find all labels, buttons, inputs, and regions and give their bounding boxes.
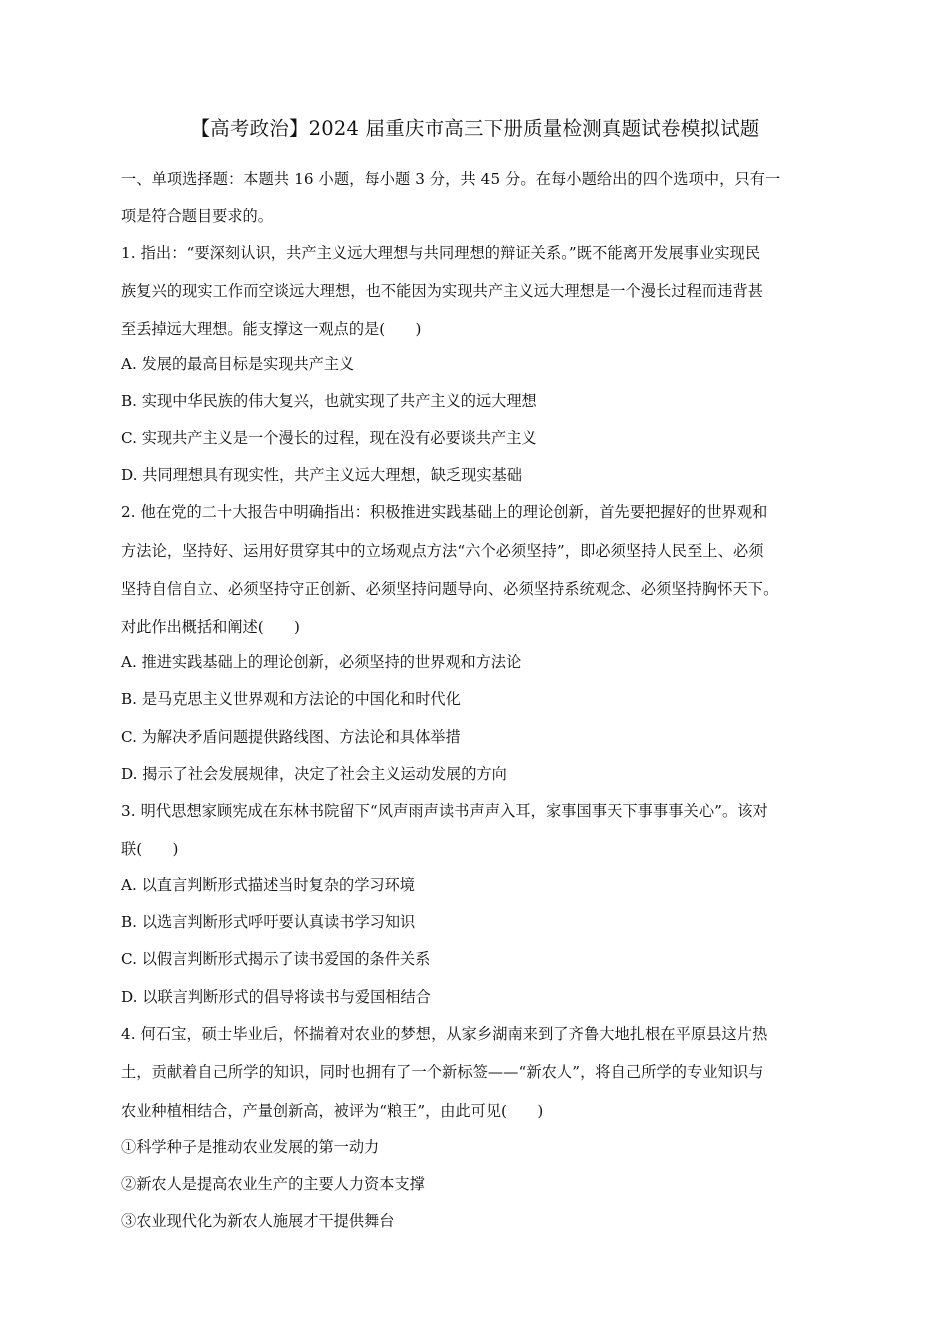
page-title: 【高考政治】2024 届重庆市高三下册质量检测真题试卷模拟试题 — [190, 117, 760, 140]
q3-option-a: A. 以直言判断形式描述当时复杂的学习环境 — [121, 876, 415, 894]
q1-option-c: C. 实现共产主义是一个漫长的过程，现在没有必要谈共产主义 — [121, 429, 537, 447]
q2-option-b: B. 是马克思主义世界观和方法论的中国化和时代化 — [121, 690, 461, 708]
q4-stem-line-2: 土，贡献着自己所学的知识，同时也拥有了一个新标签——“新农人”，将自己所学的专业知识与 — [121, 1063, 764, 1081]
q1-option-b: B. 实现中华民族的伟大复兴，也就实现了共产主义的远大理想 — [121, 392, 537, 410]
q2-option-c: C. 为解决矛盾问题提供路线图、方法论和具体举措 — [121, 728, 461, 746]
q1-stem-line-2: 族复兴的现实工作而空谈远大理想，也不能因为实现共产主义远大理想是一个漫长过程而违背甚 — [121, 282, 764, 300]
q3-option-b: B. 以选言判断形式呼吁要认真读书学习知识 — [121, 913, 416, 931]
q4-item-2: ②新农人是提高农业生产的主要人力资本支撑 — [121, 1175, 425, 1193]
section-instruction-line-1: 一、单项选择题：本题共 16 小题，每小题 3 分，共 45 分。在每小题给出的四个选项中，只有一 — [121, 170, 781, 188]
section-instruction-line-2: 项是符合题目要求的。 — [121, 207, 273, 225]
q3-option-c: C. 以假言判断形式揭示了读书爱国的条件关系 — [121, 950, 431, 968]
q1-option-a: A. 发展的最高目标是实现共产主义 — [121, 355, 355, 373]
q2-stem-line-4: 对此作出概括和阐述( ) — [121, 618, 300, 636]
q4-item-1: ①科学种子是推动农业发展的第一动力 — [121, 1138, 380, 1156]
q2-stem-line-2: 方法论，坚持好、运用好贯穿其中的立场观点方法“六个必须坚持”，即必须坚持人民至上、必须 — [121, 542, 764, 560]
q4-stem-line-3: 农业种植相结合，产量创新高，被评为“粮王”，由此可见( ) — [121, 1102, 544, 1120]
q1-option-d: D. 共同理想具有现实性，共产主义远大理想，缺乏现实基础 — [121, 466, 522, 484]
q2-stem-line-1: 2. 他在党的二十大报告中明确指出：积极推进实践基础上的理论创新，首先要把握好的世界观和 — [121, 503, 768, 521]
q4-item-3: ③农业现代化为新农人施展才干提供舞台 — [121, 1212, 395, 1230]
q3-stem-line-1: 3. 明代思想家顾宪成在东林书院留下“风声雨声读书声声入耳，家事国事天下事事事关心”。该对 — [121, 802, 768, 820]
q3-stem-line-2: 联( ) — [121, 840, 179, 858]
q1-stem-line-1: 1. 指出：“要深刻认识，共产主义远大理想与共同理想的辩证关系。”既不能离开发展事业实现民 — [121, 244, 761, 262]
q2-stem-line-3: 坚持自信自立、必须坚持守正创新、必须坚持问题导向、必须坚持系统观念、必须坚持胸怀天下。 — [121, 580, 779, 598]
q2-option-a: A. 推进实践基础上的理论创新，必须坚持的世界观和方法论 — [121, 653, 522, 671]
q2-option-d: D. 揭示了社会发展规律，决定了社会主义运动发展的方向 — [121, 765, 507, 783]
q4-stem-line-1: 4. 何石宝，硕士毕业后，怀揣着对农业的梦想，从家乡湖南来到了齐鲁大地扎根在平原县这片热 — [121, 1025, 768, 1043]
q1-stem-line-3: 至丢掉远大理想。能支撑这一观点的是( ) — [121, 320, 422, 338]
q3-option-d: D. 以联言判断形式的倡导将读书与爱国相结合 — [121, 988, 431, 1006]
